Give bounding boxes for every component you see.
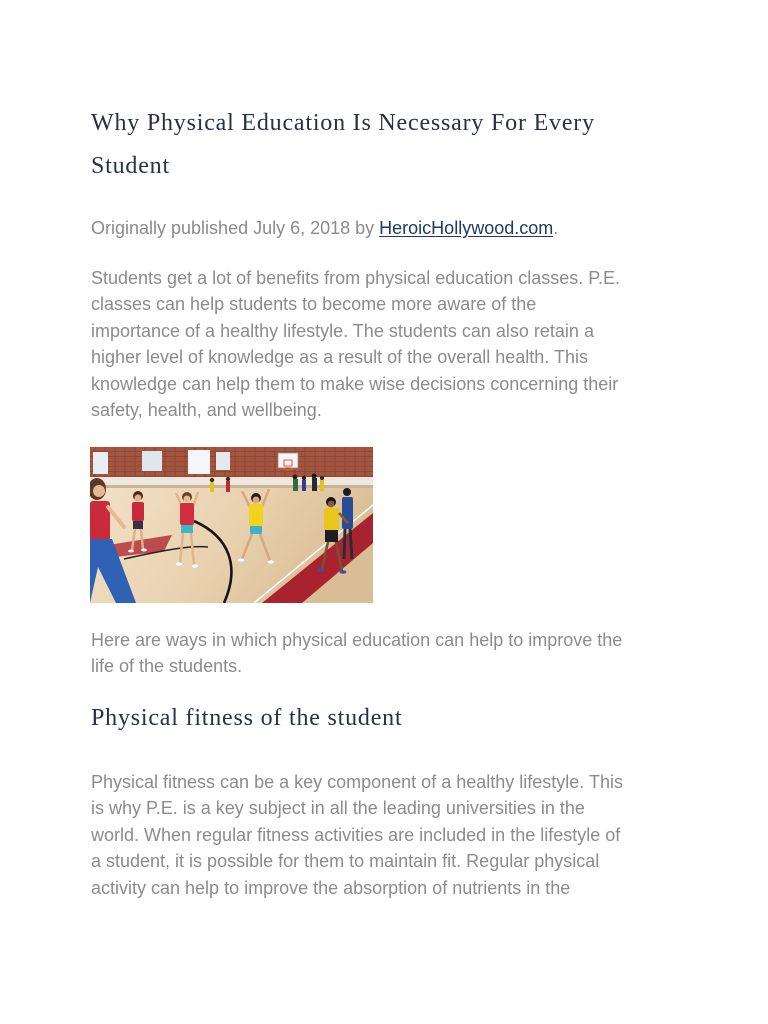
window [93,452,108,474]
intro-paragraph [91,265,620,423]
paragraph-line: higher level of knowledge as a result of the overall health. This [91,347,588,368]
window [142,451,162,471]
window [216,452,230,470]
paragraph-line: a student, it is possible for them to maintain fit. Regular physical [91,851,600,872]
article-title-line: Student [91,153,170,179]
paragraph-line: importance of a healthy lifestyle. The students can also retain a [91,320,594,341]
transition-paragraph [91,627,622,680]
publication-meta [91,215,558,241]
publication-meta-prefix: Originally published July 6, 2018 by [91,218,380,238]
article-title [91,102,595,188]
paragraph-line: knowledge can help them to make wise decisions concerning their [91,373,619,394]
window [188,450,210,474]
publication-meta-suffix: . [553,218,559,238]
paragraph-line: Physical fitness can be a key component of a healthy lifestyle. This [91,772,623,792]
paragraph-line: is why P.E. is a key subject in all the leading universities in the [91,798,585,819]
section-heading: Physical fitness of the student [91,705,403,731]
paragraph-line: Here are ways in which physical education can help to improve the [91,630,623,650]
section-paragraph [91,769,623,901]
paragraph-line: activity can help to improve the absorption of nutrients in the [91,877,571,898]
wall-padding [90,477,373,486]
paragraph-line: world. When regular fitness activities are included in the lifestyle of [91,824,621,845]
brick-wall [90,447,373,488]
article-title-line: Why Physical Education Is Necessary For Every [91,110,595,136]
paragraph-line: Students get a lot of benefits from physical education classes. P.E. [91,268,620,288]
source-link[interactable]: HeroicHollywood.com [379,218,554,238]
paragraph-line: life of the students. [91,656,243,677]
paragraph-line: safety, health, and wellbeing. [91,400,322,421]
basketball-hoop [278,453,298,470]
paragraph-line: classes can help students to become more aware of the [91,294,537,315]
gym-photo [90,447,373,603]
